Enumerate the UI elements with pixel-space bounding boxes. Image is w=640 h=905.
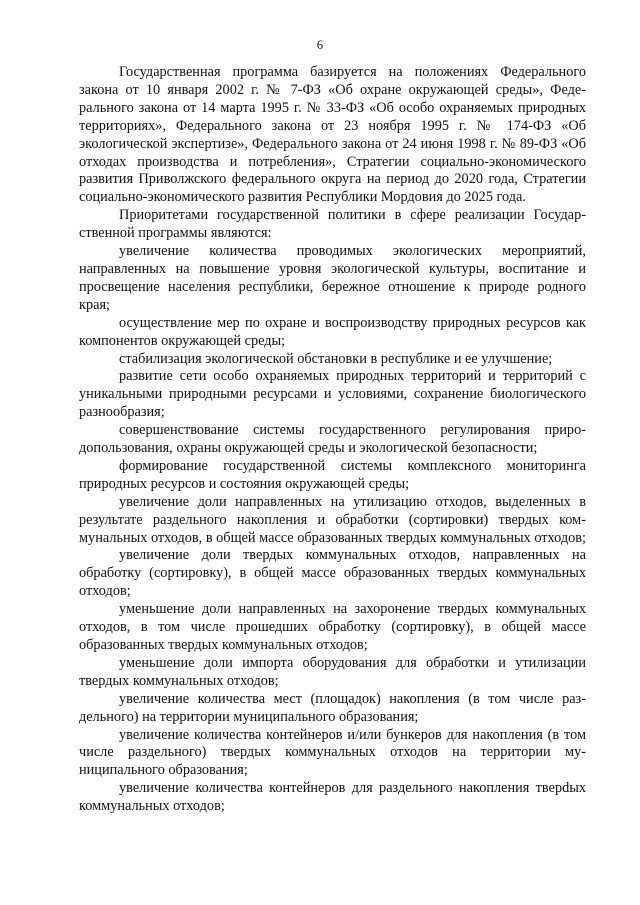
list-item-waste-utilization-share: увеличение доли направленных на утилизацию отходов, выделенных в результате раздельного накопления и обработки (сортировки) твердых коммунальных отходов, в общей массе образованных твердых коммунальных отходов; [79,493,587,546]
paragraph-legal-basis: Государственная программа базируется на положениях Федерального закона от 10 января 2002 г. № 7-ФЗ «Об охране окружающей среды», Федерального закона от 14 марта 1995 г. № 33-ФЗ «Об особо охраняемых природных территориях», Федерального закона от 23 ноября 1995 г. № 174-ФЗ «Об экологической экспертизе», Федерального закона от 24 июня 1998 г. № 89-ФЗ «Об отходах производства и потребления», Стратегии социально-экономического развития Приволжского федерального округа на период до 2020 года, Стратегии социально-экономического развития Республики Мордовия до 2025 года. [79,64,586,206]
list-item-state-regulation: совершенствование системы государственного регулирования природопользования, охраны окружающей среды и экологической безопасности; [79,422,586,457]
list-item-waste-sorting-share: увеличение доли твердых коммунальных отходов, направленных на обработку (сортировку), в общей массе образованных твердых коммунальных отходов; [79,547,586,600]
list-item-protected-territories: развитие сети особо охраняемых природных территорий и территорий с уникальными природными ресурсами и условиями, сохранение биологического разнообразия; [79,368,586,421]
document-body [79,64,586,816]
list-item-separate-containers: увеличение количества контейнеров для раздельного накопления тверdых коммунальных отходов; [79,780,586,815]
paragraph-priorities-intro: Приоритетами государственной политики в сфере реализации Государственной программы являются: [79,207,586,242]
list-item-containers-bunkers: увеличение количества контейнеров и/или бункеров для накопления (в том числе раздельного) твердых коммунальных отходов на территории муниципального образования; [79,726,586,779]
list-item-landfill-share: уменьшение доли направленных на захоронение твердых коммунальных отходов, в том числе прошедших обработку (сортировку), в общей массе образованных твердых коммунальных отходов; [79,601,586,653]
list-item-import-share: уменьшение доли импорта оборудования для обработки и утилизации твердых коммунальных отходов; [79,654,586,689]
list-item-ecological-events: увеличение количества проводимых экологических мероприятий, направленных на повышение уровня экологической культуры, воспитание и просвещение населения республики, бережное отношение к природе родного края; [79,243,586,313]
page-number: 6 [316,38,324,52]
list-item-resource-protection: осуществление мер по охране и воспроизводству природных ресурсов как компонентов окружающей среды; [79,314,586,349]
list-item-monitoring-system: формирование государственной системы комплексного мониторинга природных ресурсов и состояния окружающей среды; [79,457,586,492]
list-item-ecological-stabilization: стабилизация экологической обстановки в республике и ее улучшение; [119,350,553,367]
list-item-accumulation-sites: увеличение количества мест (площадок) накопления (в том числе раздельного) на территории муниципального образования; [79,690,586,725]
